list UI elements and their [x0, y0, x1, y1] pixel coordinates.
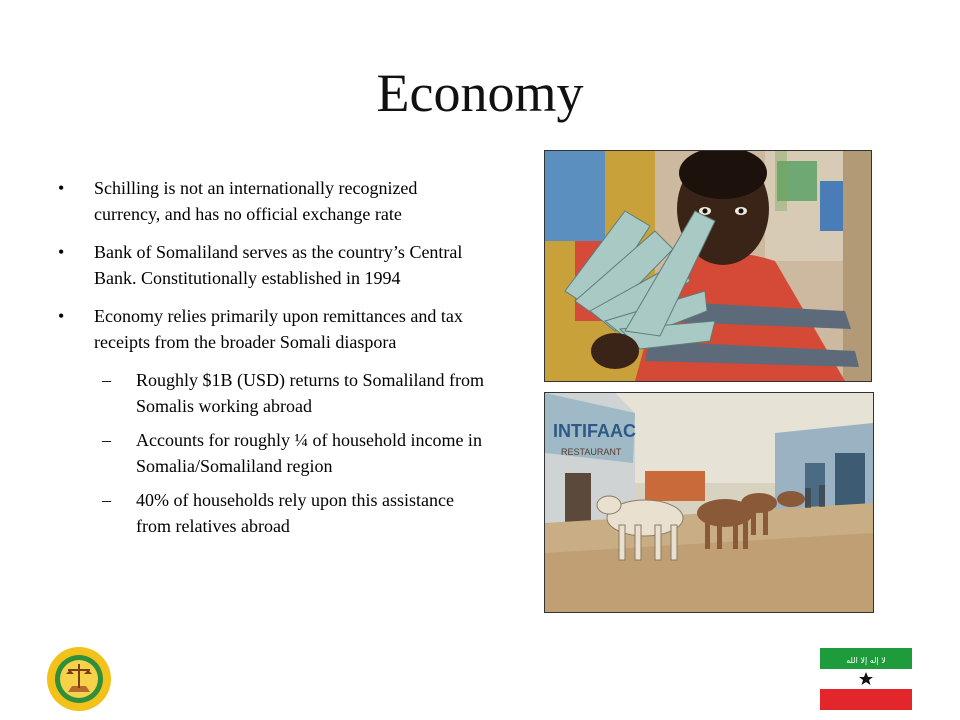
sub-bullet-text: Accounts for roughly ¼ of household income in Somalia/Somaliland region — [136, 430, 482, 476]
bullet-marker: • — [58, 242, 65, 262]
sub-bullet-marker: – — [102, 370, 111, 390]
bullet-item — [58, 303, 488, 355]
bullet-text: Schilling is not an internationally recognized currency, and has no official exchange rate — [94, 178, 418, 224]
flag-image — [820, 648, 912, 710]
bullet-text: Economy relies primarily upon remittances and tax receipts from the broader Somali diaspora — [94, 306, 463, 352]
sign-subtext: RESTAURANT — [561, 447, 622, 457]
sub-bullet-marker: – — [102, 430, 111, 450]
sub-bullet-item — [58, 367, 488, 419]
bullet-marker: • — [58, 178, 65, 198]
street-with-cattle-photo — [544, 392, 874, 613]
street-with-cattle-image — [545, 393, 873, 612]
sub-bullet-marker: – — [102, 490, 111, 510]
bullet-item — [58, 239, 488, 291]
somaliland-coat-of-arms-icon — [46, 646, 112, 712]
bullet-marker: • — [58, 306, 65, 326]
boy-with-banknotes-photo — [544, 150, 872, 382]
flag-script-text: لا إله إلا الله — [846, 656, 886, 665]
sub-bullet-text: Roughly $1B (USD) returns to Somaliland from Somalis working abroad — [136, 370, 484, 416]
bullet-text: Bank of Somaliland serves as the country’s Central Bank. Constitutionally established in 1994 — [94, 242, 463, 288]
sub-bullet-item — [58, 427, 488, 479]
boy-with-banknotes-image — [545, 151, 871, 381]
coat-of-arms-icon — [46, 646, 112, 712]
somaliland-flag-icon — [820, 648, 912, 710]
sub-bullet-text: 40% of households rely upon this assistance from relatives abroad — [136, 490, 454, 536]
sub-bullet-item — [58, 487, 488, 539]
bullet-item — [58, 175, 488, 227]
slide-content — [58, 175, 488, 547]
sign-text: INTIFAAC — [553, 421, 636, 441]
slide-title: Economy — [376, 63, 584, 123]
